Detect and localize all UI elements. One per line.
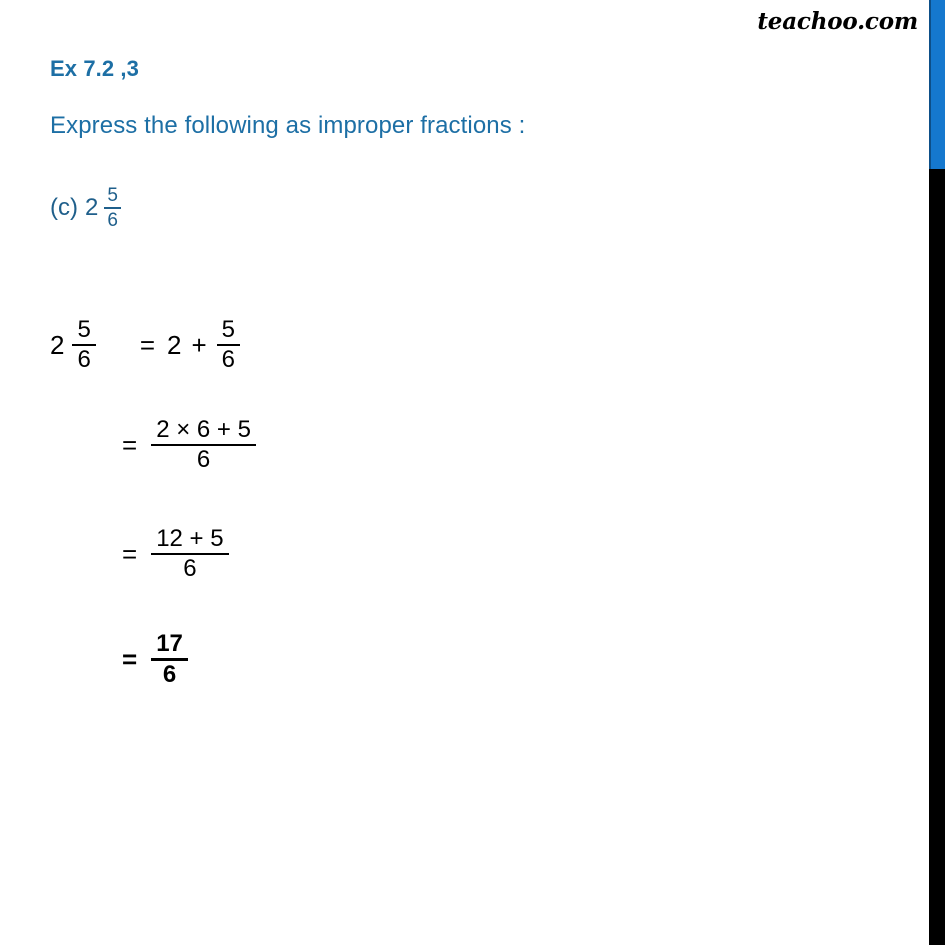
final-answer-fraction [151,632,188,688]
question-whole-number: 2 [84,194,99,222]
exercise-heading: Ex 7.2 ,3 [50,56,139,81]
step1-whole-number: 2 [50,329,65,360]
step2-fraction [151,418,256,473]
right-edge-blue-bar [929,0,945,169]
step3-numerator: 12 + 5 [156,525,224,552]
step1-right-whole-number: 2 [167,329,182,360]
solution-step-add [122,527,229,582]
step1-plus-sign: + [191,329,207,360]
step1-right-fraction [217,318,240,373]
question-fraction-bar [104,207,121,209]
question-fraction [104,186,121,231]
final-answer-numerator: 17 [156,630,183,657]
step3-fraction [151,527,228,582]
step1-left-denominator: 6 [77,346,91,374]
solution-final-answer [122,632,188,688]
solution-step-mixed-number [50,318,240,373]
question-label: (c) [50,194,78,222]
final-answer-denominator: 6 [162,661,177,689]
step1-right-numerator: 5 [221,316,236,343]
step1-equals-sign: = [139,329,156,360]
step1-right-denominator: 6 [221,346,236,374]
question-line [50,186,121,231]
step2-equals-sign: = [122,429,138,460]
step3-denominator: 6 [183,555,197,583]
step2-numerator: 2 × 6 + 5 [156,416,251,443]
step1-left-numerator: 5 [77,316,91,343]
step4-equals-sign: = [122,644,138,675]
teachoo-logo: teachoo.com [757,8,918,35]
right-edge-black-bar [929,169,945,945]
question-fraction-numerator: 5 [107,185,118,206]
step2-denominator: 6 [196,446,211,474]
question-fraction-denominator: 6 [107,210,118,232]
step1-left-fraction [72,318,95,373]
instruction-text: Express the following as improper fractions : [50,112,526,139]
solution-step-expand [122,418,256,473]
step3-equals-sign: = [122,538,138,569]
